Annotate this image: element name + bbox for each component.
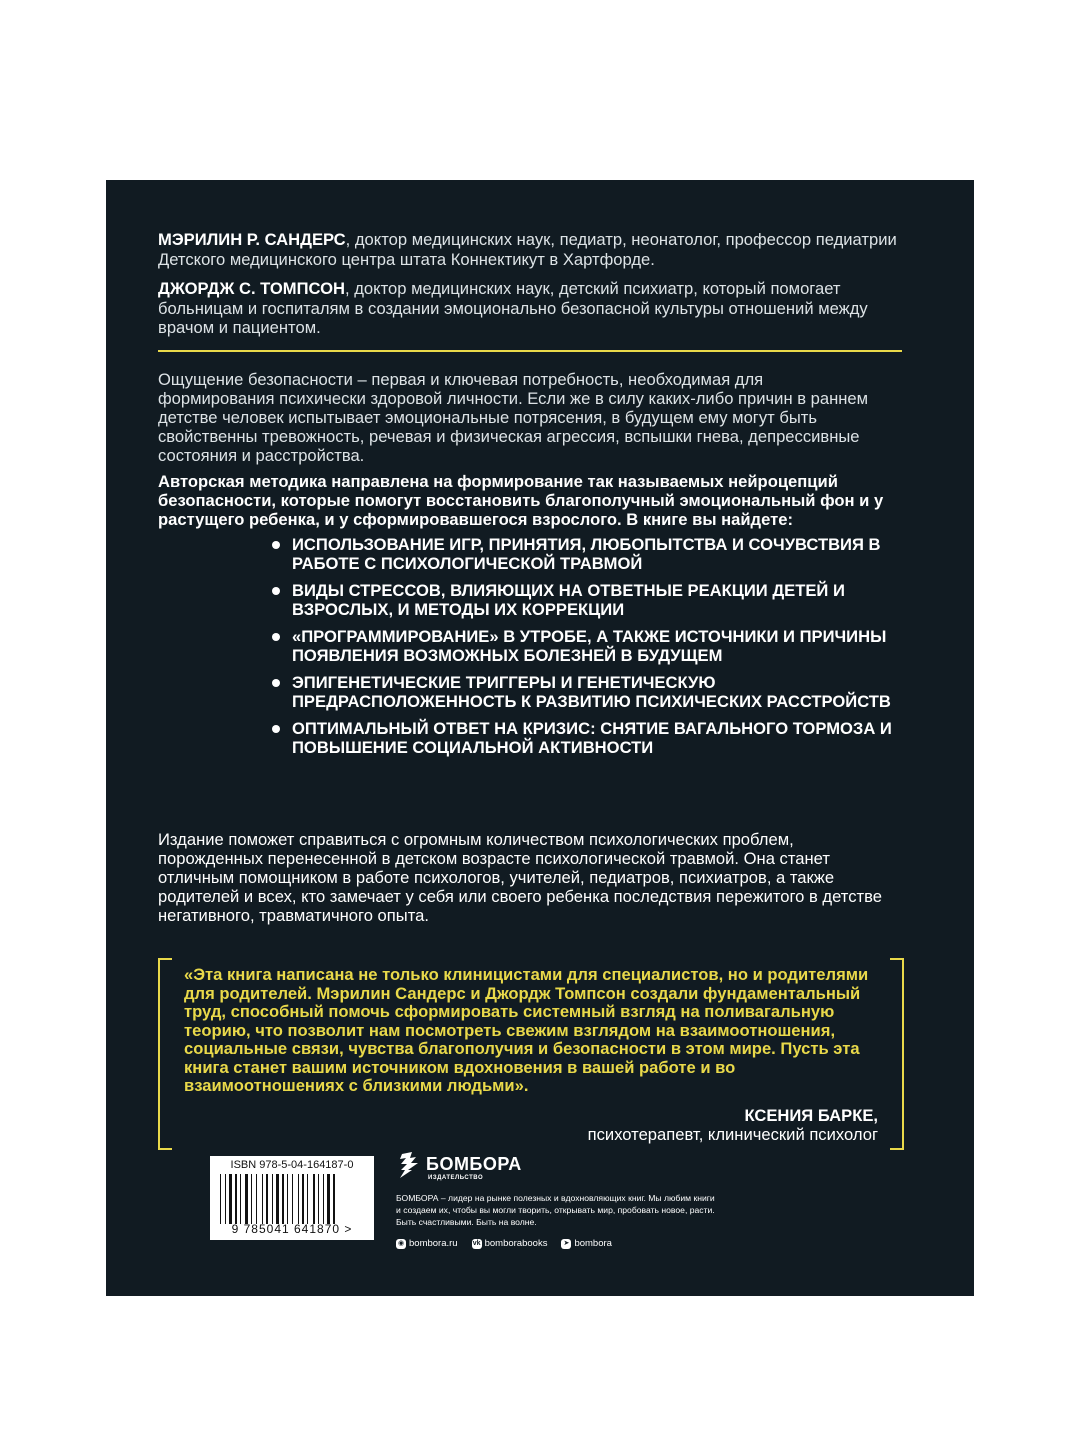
barcode-bar bbox=[287, 1174, 288, 1224]
barcode-bar bbox=[276, 1174, 279, 1224]
barcode-bar bbox=[235, 1174, 237, 1224]
list-item bbox=[270, 628, 910, 665]
list-item bbox=[270, 674, 910, 711]
barcode-bar bbox=[245, 1174, 248, 1224]
list-item-text: ИСПОЛЬЗОВАНИЕ ИГР, ПРИНЯТИЯ, ЛЮБОПЫТСТВА И СОЧУВСТВИЯ В РАБОТЕ С ПСИХОЛОГИЧЕСКОЙ ТРАВМОЙ bbox=[292, 535, 881, 573]
right-bracket-icon bbox=[890, 958, 904, 1150]
social-link[interactable] bbox=[396, 1238, 458, 1249]
publisher-description: БОМБОРА – лидер на рынке полезных и вдохновляющих книг. Мы любим книги и создаем их, чтобы вы могли творить, открывать мир, пробовать новое, расти. Быть счастливыми. Быть на волне. bbox=[396, 1193, 715, 1227]
list-item bbox=[270, 582, 910, 619]
ean-number: 9 785041 641870 > bbox=[231, 1222, 353, 1236]
method-paragraph: Авторская методика направлена на формирование так называемых нейроцепций безопасности, которые помогут восстановить благополучный эмоциональный фон и у растущего ребенка, и у сформировавшегося взрослого. В книге вы найдете: bbox=[158, 472, 884, 529]
list-item-text: «ПРОГРАММИРОВАНИЕ» В УТРОБЕ, А ТАКЖЕ ИСТОЧНИКИ И ПРИЧИНЫ ПОЯВЛЕНИЯ ВОЗМОЖНЫХ БОЛЕЗНЕЙ В БУДУЩЕМ bbox=[292, 627, 887, 665]
telegram-icon: ➤ bbox=[561, 1239, 571, 1249]
barcode-bar bbox=[323, 1174, 324, 1224]
list-item bbox=[270, 536, 910, 573]
globe-icon: ◉ bbox=[397, 1239, 405, 1247]
author-name: МЭРИЛИН Р. САНДЕРС bbox=[158, 230, 346, 249]
isbn-barcode bbox=[210, 1156, 374, 1240]
barcode-bar bbox=[313, 1174, 315, 1224]
divider-line bbox=[158, 350, 902, 352]
barcode-bars bbox=[220, 1174, 364, 1224]
list-item-text: ВИДЫ СТРЕССОВ, ВЛИЯЮЩИХ НА ОТВЕТНЫЕ РЕАКЦИИ ДЕТЕЙ И ВЗРОСЛЫХ, И МЕТОДЫ ИХ КОРРЕКЦИИ bbox=[292, 581, 845, 619]
bullet-icon bbox=[272, 633, 280, 641]
barcode-bar bbox=[333, 1174, 335, 1224]
barcode-bar bbox=[240, 1174, 241, 1224]
feature-list bbox=[270, 536, 910, 766]
barcode-bar bbox=[302, 1174, 304, 1224]
author-bio bbox=[158, 279, 904, 338]
social-label: bomborabooks bbox=[484, 1238, 548, 1249]
quote-author-role: психотерапевт, клинический психолог bbox=[587, 1125, 878, 1144]
barcode-bar bbox=[220, 1174, 221, 1224]
social-link[interactable] bbox=[472, 1238, 548, 1249]
book-back-cover bbox=[106, 180, 974, 1296]
barcode-bar bbox=[251, 1174, 252, 1224]
list-item bbox=[270, 720, 910, 757]
isbn-number: ISBN 978-5-04-164187-0 bbox=[230, 1159, 354, 1171]
outro-paragraph: Издание поможет справиться с огромным количеством психологических проблем, порожденных перенесенной в детском возрасте психологической травмой. Она станет отличным помощником в работе психологов, учителей, педиатров, психиатров, а также родителей и всех, кто замечает у себя или своего ребенка последствия пережитого в детстве негативного, травматичного опыта. bbox=[158, 830, 882, 925]
publisher-brand-sub: ИЗДАТЕЛЬСТВО bbox=[428, 1175, 484, 1181]
intro-paragraph: Ощущение безопасности – первая и ключевая потребность, необходимая для формирования психически здоровой личности. Если же в силу каких-либо причин в раннем детстве человек испытывает эмоциональные потрясения, в будущем ему могут быть свойственны тревожность, речевая и физическая агрессия, вспышки гнева, депрессивные состояния и расстройства. bbox=[158, 370, 869, 465]
list-item-text: ОПТИМАЛЬНЫЙ ОТВЕТ НА КРИЗИС: СНЯТИЕ ВАГАЛЬНОГО ТОРМОЗА И ПОВЫШЕНИЕ СОЦИАЛЬНОЙ АКТИВНОСТИ bbox=[292, 719, 892, 757]
author-bio bbox=[158, 230, 904, 269]
quote-attribution bbox=[588, 1106, 878, 1144]
barcode-bar bbox=[266, 1174, 268, 1224]
barcode-bar bbox=[272, 1174, 273, 1224]
publisher-logo bbox=[396, 1148, 716, 1184]
bullet-icon bbox=[272, 725, 280, 733]
barcode-bar bbox=[318, 1174, 319, 1224]
barcode-bar bbox=[229, 1174, 232, 1224]
bombora-logo-icon bbox=[396, 1150, 422, 1180]
left-bracket-icon bbox=[158, 958, 172, 1150]
barcode-bar bbox=[327, 1174, 330, 1224]
barcode-bar bbox=[225, 1174, 226, 1224]
social-label: bombora.ru bbox=[409, 1238, 458, 1249]
author-bios bbox=[158, 230, 904, 348]
social-link[interactable] bbox=[561, 1238, 612, 1249]
barcode-bar bbox=[262, 1174, 263, 1224]
publisher-brand: БОМБОРА bbox=[426, 1154, 522, 1174]
vk-icon: vk bbox=[472, 1239, 481, 1247]
bullet-icon bbox=[272, 679, 280, 687]
barcode-bar bbox=[256, 1174, 257, 1224]
author-description: , доктор медицинских наук, детский психиатр, который помогает больницам и госпиталям в создании эмоционально безопасной культуры отношений между врачом и пациентом. bbox=[158, 279, 868, 337]
testimonial-quote bbox=[158, 958, 904, 1150]
barcode-bar bbox=[307, 1174, 308, 1224]
list-item-text: ЭПИГЕНЕТИЧЕСКИЕ ТРИГГЕРЫ И ГЕНЕТИЧЕСКУЮ ПРЕДРАСПОЛОЖЕННОСТЬ К РАЗВИТИЮ ПСИХИЧЕСКИХ РАССТРОЙСТВ bbox=[292, 673, 891, 711]
social-label: bombora bbox=[574, 1238, 612, 1249]
bullet-icon bbox=[272, 587, 280, 595]
author-name: ДЖОРДЖ С. ТОМПСОН bbox=[158, 279, 346, 298]
quote-text: «Эта книга написана не только клиницистами для специалистов, но и родителями для родителей. Мэрилин Сандерс и Джордж Томпсон создали фундаментальный труд, способный помочь сформировать системный взгляд на поливагальную теорию, что позволит нам посмотреть свежим взглядом на взаимоотношения, социальные связи, чувства благополучия и безопасности в этом мире. Пусть эта книга станет вашим источником вдохновения в вашей работе и во взаимоотношениях с близкими людьми». bbox=[184, 965, 869, 1095]
barcode-bar bbox=[282, 1174, 284, 1224]
author-description: , доктор медицинских наук, педиатр, неонатолог, профессор педиатрии Детского медицинского центра штата Коннектикут в Хартфорде. bbox=[158, 230, 897, 269]
publisher-block bbox=[396, 1148, 716, 1249]
bullet-icon bbox=[272, 541, 280, 549]
barcode-bar bbox=[298, 1174, 299, 1224]
social-links bbox=[396, 1238, 716, 1249]
quote-author-name: КСЕНИЯ БАРКЕ, bbox=[744, 1106, 878, 1125]
barcode-bar bbox=[292, 1174, 293, 1224]
